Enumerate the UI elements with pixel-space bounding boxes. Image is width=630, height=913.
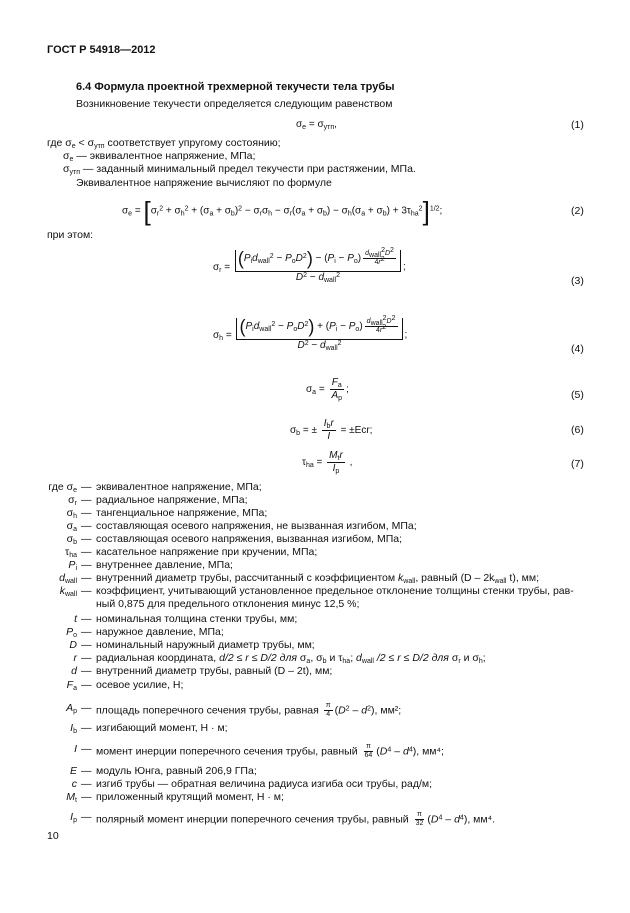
equation-number-6: (6) (571, 424, 584, 436)
legend-item: $\sigma_a$ — составляющая осевого напряжения, не вызванная изгибом, МПа; (66, 520, 417, 533)
page-number: 10 (47, 830, 59, 842)
equation-3: $\sigma_r$ = $(P_id_{wall}^2 - P_oD^2) - (P_i - P_o)$ $\frac{d_{wall}^2D^2}{4r^2}$ $D^2 - d_{wall}^2$ ; (213, 247, 406, 284)
legend-item: E — модуль Юнга, равный 206,9 ГПа; (69, 765, 257, 777)
equation-number-5: (5) (571, 389, 584, 401)
legend-item: $k_{wall}$ — коэффициент, учитывающий установленное предельное отклонение толщины стенки трубы, рав- (59, 585, 574, 598)
pri-etom: при этом: (47, 229, 94, 241)
legend-item: где $\sigma_e$ — эквивалентное напряжение, МПа; (48, 481, 262, 494)
legend-item: $M_t$ — приложенный крутящий момент, Н · м; (66, 791, 284, 804)
legend-item: c — изгиб трубы — обратная величина радиуса изгиба оси трубы, рад/м; (71, 778, 433, 790)
legend-item: $I_p$ — полярный момент инерции поперечного сечения трубы, равный $\frac{\pi}{32}$ $(D^4 - d^4)$, мм⁴. (70, 811, 496, 827)
doc-code: ГОСТ Р 54918—2012 (47, 44, 156, 56)
equation-number-4: (4) (571, 343, 584, 355)
equation-5: $\sigma_a$ = $\frac{F_a}{A_p}$ ; (306, 377, 349, 402)
equation-6: $\sigma_b$ = ± $\frac{I_br}{I}$ = ±Ecr; (290, 418, 373, 442)
legend-item: I — момент инерции поперечного сечения трубы, равный $\frac{\pi}{64}$ $(D^4 - d^4)$, мм⁴; (74, 743, 444, 759)
legend-item: $\sigma_h$ — тангенциальное напряжение, МПа; (66, 507, 268, 520)
equation-2: $\sigma_e = [\sigma_r^2 + \sigma_h^2 + (\sigma_a + \sigma_b)^2 - \sigma_r\sigma_h - \sigma_r(\sigma_a + \sigma_b) - \sigma_h(\sigma_a + \sigma_b) + 3\tau_{ha}^2]^{1/2}$; (122, 196, 443, 226)
legend-item: D — номинальный наружный диаметр трубы, мм; (69, 639, 315, 651)
equiv-intro: Эквивалентное напряжение вычисляют по формуле (76, 177, 332, 189)
equation-number-7: (7) (571, 458, 584, 470)
equation-7: $\tau_{ha}$ = $\frac{M_tr}{I_p}$ , (302, 450, 353, 475)
legend-item: $A_p$ — площадь поперечного сечения трубы, равная $\frac{\pi}{4}$ $(D^2 - d^2)$, мм²; (66, 702, 402, 718)
equation-number-3: (3) (571, 275, 584, 287)
equation-number-1: (1) (571, 119, 584, 131)
legend-item: t — номинальная толщина стенки трубы, мм; (74, 613, 298, 625)
equation-number-2: (2) (571, 205, 584, 217)
legend-item: $F_a$ — осевое усилие, Н; (66, 679, 184, 692)
where-elastic: где $\sigma_e < \sigma_{утп}$ соответствует упругому состоянию; (47, 137, 281, 150)
equation-1: $\sigma_e = \sigma_{утп}$, (296, 119, 337, 131)
legend-item: $\sigma_b$ — составляющая осевого напряжения, вызванная изгибом, МПа; (66, 533, 403, 546)
def-sigma-ymn: $\sigma_{утп}$ — заданный минимальный предел текучести при растяжении, МПа. (63, 163, 416, 176)
legend-item: $P_i$ — внутреннее давление, МПа; (68, 559, 233, 572)
legend-item: ный 0,875 для предельного отклонения минус 12,5 %; (96, 598, 360, 610)
legend-item: d — внутренний диаметр трубы, равный (D – 2t), мм; (71, 665, 333, 677)
legend-item: $I_b$ — изгибающий момент, Н · м; (70, 722, 228, 735)
def-sigma-e: $\sigma_e$ — эквивалентное напряжение, МПа; (63, 150, 256, 163)
legend-item: $d_{wall}$ — внутренний диаметр трубы, рассчитанный с коэффициентом $k_{wall}$, равный ($D - 2k_{wall}$ t), мм; (59, 572, 540, 585)
legend-item: $\sigma_r$ — радиальное напряжение, МПа; (68, 494, 248, 507)
legend-item: $P_o$ — наружное давление, МПа; (66, 626, 224, 639)
section-intro: Возникновение текучести определяется следующим равенством (76, 98, 393, 110)
legend-item: r — радиальная координата, d/2 ≤ r ≤ D/2 для $\sigma_a$, $\sigma_b$ и $\tau_{ha}$; $d_{wall}$ /2 ≤ r ≤ D/2 для $\sigma_r$ и $\sigma_h$; (73, 652, 486, 665)
equation-4: $\sigma_h$ = $(P_id_{wall}^2 - P_oD^2) + (P_i - P_o)$ $\frac{d_{wall}^2D^2}{4r^2}$ $D^2 - d_{wall}^2$ ; (213, 315, 408, 352)
legend-item: $\tau_{ha}$ — касательное напряжение при кручении, МПа; (65, 546, 318, 559)
section-title: 6.4 Формула проектной трехмерной текучести тела трубы (76, 81, 395, 93)
